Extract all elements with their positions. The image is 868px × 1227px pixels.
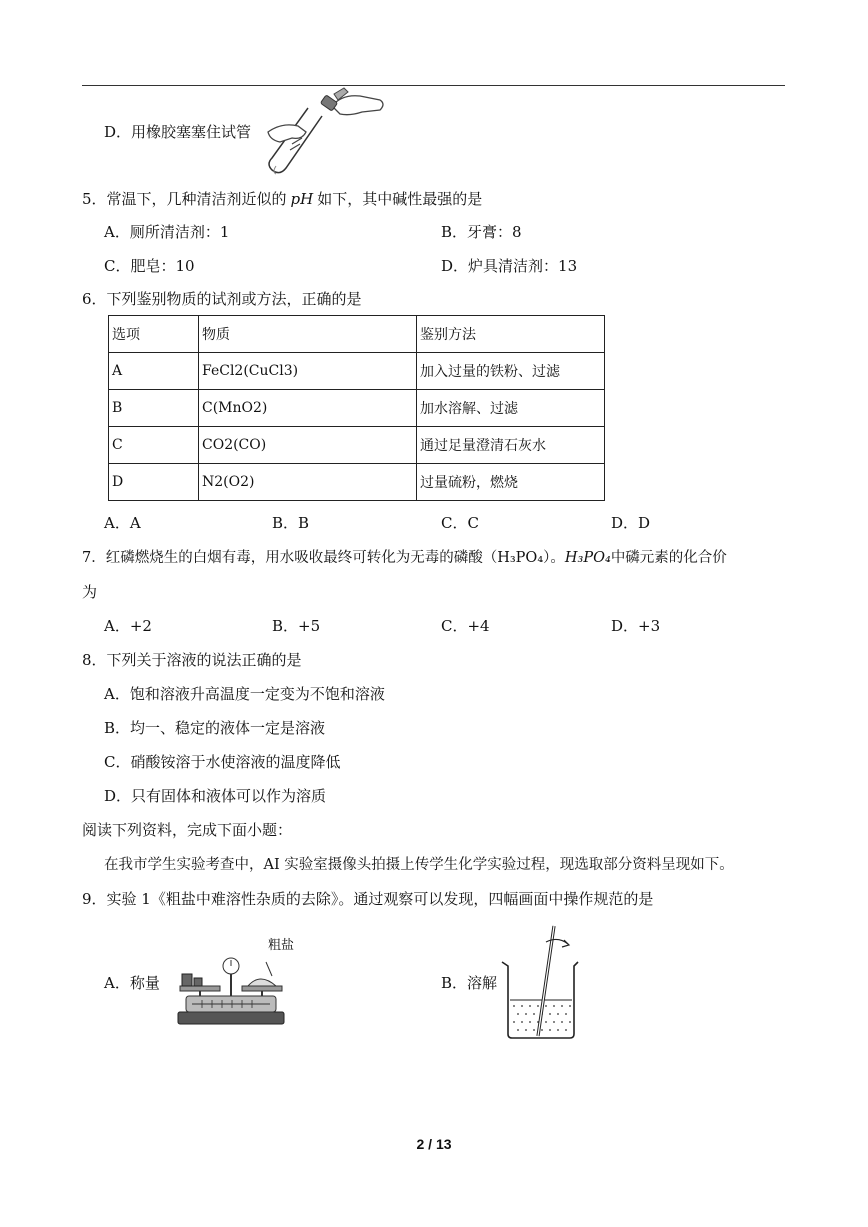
table-cell: 加入过量的铁粉、过滤 bbox=[417, 353, 605, 390]
q6-stem: 6．下列鉴别物质的试剂或方法，正确的是 bbox=[82, 290, 362, 308]
q6-option-a: A．A bbox=[104, 514, 141, 532]
q5-option-d: D．炉具清洁剂：13 bbox=[441, 257, 578, 275]
table-cell: N2(O2) bbox=[199, 464, 417, 501]
q8-stem: 8．下列关于溶液的说法正确的是 bbox=[82, 651, 302, 669]
q5-stem bbox=[82, 189, 482, 209]
q5-option-a: A．厕所清洁剂：1 bbox=[104, 223, 230, 241]
table-header-cell: 鉴别方法 bbox=[417, 316, 605, 353]
q9-stem: 9．实验 1《粗盐中难溶性杂质的去除》。通过观察可以发现，四幅画面中操作规范的是 bbox=[82, 890, 654, 908]
page-number: 2 / 13 bbox=[416, 1136, 452, 1152]
reading-intro: 阅读下列资料，完成下面小题： bbox=[82, 821, 293, 839]
reading-passage: 在我市学生实验考查中，AI 实验室摄像头拍摄上传学生化学实验过程，现选取部分资料呈现如下。 bbox=[104, 857, 734, 873]
q8-option-d: D．只有固体和液体可以作为溶质 bbox=[104, 787, 327, 805]
q8-option-c: C．硝酸铵溶于水使溶液的温度降低 bbox=[104, 753, 341, 771]
q7-stem-line2: 为 bbox=[82, 583, 98, 601]
table-row bbox=[109, 464, 605, 501]
q8-option-a: A．饱和溶液升高温度一定变为不饱和溶液 bbox=[104, 685, 385, 703]
q7-stem-pre: 7．红磷燃烧生的白烟有毒，用水吸收最终可转化为无毒的磷酸（H₃PO₄）。 bbox=[82, 550, 565, 566]
q7-stem-line1 bbox=[82, 548, 727, 568]
q9-option-b: B．溶解 bbox=[441, 974, 498, 992]
q5-stem-pre: 5．常温下，几种清洁剂近似的 bbox=[82, 190, 287, 208]
q8-option-b: B．均一、稳定的液体一定是溶液 bbox=[104, 719, 326, 737]
header-rule bbox=[82, 85, 785, 86]
balance-scale-figure bbox=[172, 950, 290, 1028]
table-cell: FeCl2(CuCl3) bbox=[199, 353, 417, 390]
q6-option-b: B．B bbox=[272, 514, 310, 532]
q7-option-d: D．+3 bbox=[611, 617, 661, 635]
coarse-salt-label: 粗盐 bbox=[268, 938, 295, 953]
table-header-cell: 物质 bbox=[199, 316, 417, 353]
q7-formula: H₃PO₄ bbox=[564, 550, 611, 566]
q4-option-d: D．用橡胶塞塞住试管 bbox=[104, 123, 252, 141]
q7-option-c: C．+4 bbox=[441, 617, 490, 635]
q5-stem-ph: pH bbox=[290, 190, 314, 208]
table-header-row bbox=[109, 316, 605, 353]
table-cell: A bbox=[109, 353, 199, 390]
table-header-cell: 选项 bbox=[109, 316, 199, 353]
table-cell: 通过足量澄清石灰水 bbox=[417, 427, 605, 464]
q9-option-a: A．称量 bbox=[104, 974, 160, 992]
table-cell: B bbox=[109, 390, 199, 427]
table-row bbox=[109, 353, 605, 390]
q6-option-c: C．C bbox=[441, 514, 479, 532]
q5-option-b: B．牙膏：8 bbox=[441, 223, 522, 241]
table-row bbox=[109, 427, 605, 464]
test-tube-stopper-figure bbox=[262, 86, 392, 178]
table-cell: C(MnO2) bbox=[199, 390, 417, 427]
q7-option-a: A．+2 bbox=[104, 617, 152, 635]
table-row bbox=[109, 390, 605, 427]
q7-stem-post: 中磷元素的化合价 bbox=[610, 550, 727, 566]
table-cell: CO2(CO) bbox=[199, 427, 417, 464]
table-cell: 加水溶解、过滤 bbox=[417, 390, 605, 427]
q6-table bbox=[108, 315, 605, 501]
q6-option-d: D．D bbox=[611, 514, 651, 532]
table-cell: D bbox=[109, 464, 199, 501]
q5-stem-post: 如下，其中碱性最强的是 bbox=[317, 190, 483, 208]
beaker-stirring-figure bbox=[498, 920, 584, 1040]
q5-option-c: C．肥皂：10 bbox=[104, 257, 195, 275]
table-cell: 过量硫粉，燃烧 bbox=[417, 464, 605, 501]
q7-option-b: B．+5 bbox=[272, 617, 321, 635]
table-cell: C bbox=[109, 427, 199, 464]
